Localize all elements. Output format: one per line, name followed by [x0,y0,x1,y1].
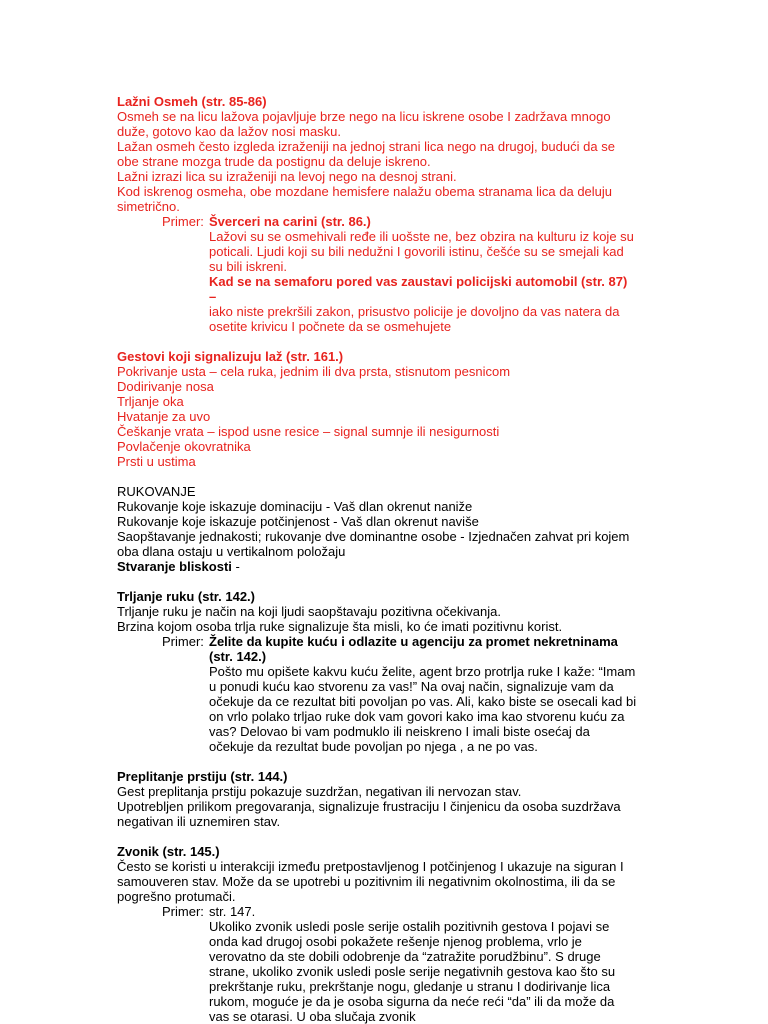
paragraph: Rukovanje koje iskazuje potčinjenost - Vaš dlan okrenut naviše [117,514,479,529]
example-label: Primer: [162,904,204,919]
section-heading-trljanje: Trljanje ruku (str. 142.) [117,589,255,604]
paragraph: Osmeh se na licu lažova pojavljuje brze nego na licu iskrene osobe I zadržava mnogo duže, gotovo kao da lažov nosi masku. [117,109,611,139]
example-label: Primer: [162,634,204,649]
list-item: Češkanje vrata – ispod usne resice – signal sumnje ili nesigurnosti [117,424,500,439]
paragraph: Kod iskrenog osmeha, obe mozdane hemisfere nalažu obema stranama lica da deluju simetrično. [117,184,613,214]
paragraph: Često se koristi u interakciji između pretpostavljenog I potčinjenog I ukazuje na siguran I samouveren stav. Može da se upotrebi u pozitivnim ili negativnim okolnostima, ili da se pogrešno protumači. [117,859,624,904]
paragraph [117,559,637,574]
example-text: Lažovi su se osmehivali ređe ili uošste ne, bez obzira na kulturu iz koje su poticali. Ljudi koji su bili nedužni I govorili istinu, češće su se smejali kad su bili iskreni. [209,229,634,274]
example-title: Kad se na semaforu pored vas zaustavi policijski automobil (str. 87) – [209,274,628,304]
example-row [117,634,637,664]
section-heading-zvonik: Zvonik (str. 145.) [117,844,220,859]
paragraph: Trljanje ruku je način na koji ljudi saopštavaju pozitivna očekivanja. [117,604,501,619]
paragraph: Gest preplitanja prstiju pokazuje suzdržan, negativan ili nervozan stav. [117,784,522,799]
list-item: Povlačenje okovratnika [117,439,251,454]
paragraph: Saopštavanje jednakosti; rukovanje dve dominantne osobe - Izjednačen zahvat pri kojem oba dlana ostaju u vertikalnom položaju [117,529,630,559]
section-heading-gestovi: Gestovi koji signalizuju laž (str. 161.) [117,349,344,364]
example-label: Primer: [162,214,204,229]
list-item: Hvatanje za uvo [117,409,211,424]
section-heading-rukovanje: RUKOVANJE [117,484,196,499]
document-body [117,94,637,1024]
paragraph: Lažan osmeh često izgleda izraženiji na jednoj strani lica nego na drugoj, budući da se obe strane mozga trude da postignu da deluje iskreno. [117,139,615,169]
bold-term: Stvaranje bliskosti [117,559,232,574]
section-heading-preplitanje: Preplitanje prstiju (str. 144.) [117,769,288,784]
example-text: Ukoliko zvonik usledi posle serije ostalih pozitivnih gestova I pojavi se onda kad drugoj osobi pokažete rešenje njenog problema, vrlo je verovatno da ste dobili odobrenje da “zatražite porudžbinu”. S druge strane, ukoliko zvonik usledi posle serije negativnih gestova kao što su prekrštanje ruku, prekrštanje nogu, gledanje u stranu I dodirivanje lica rukom, moguće je da je osoba sigurna da neće reći “da” ili da može da vas se otarasi. U oba slučaja zvonik [209,919,616,1024]
paragraph: Brzina kojom osoba trlja ruke signalizuje šta misli, ko će imati pozitivnu korist. [117,619,563,634]
list-item: Pokrivanje usta – cela ruka, jednim ili dva prsta, stisnutom pesnicom [117,364,511,379]
paragraph: Rukovanje koje iskazuje dominaciju - Vaš dlan okrenut naniže [117,499,473,514]
example-reference: str. 147. [209,904,256,919]
list-item: Prsti u ustima [117,454,196,469]
example-text: Pošto mu opišete kakvu kuću želite, agent brzo protrlja ruke I kaže: “Imam u ponudi kuću kao stvorenu za vas!” Na ovaj način, signalizuje vam da očekuje da ce rezultat biti povoljan po vas. Ali, kako biste se osecali kad bi on vrlo polako trljao ruke dok vam govori kako ima kao stvorenu kuću za vas? Delovao bi vam podmuklo ili neiskreno I imali biste osećaj da očekuje da rezultat bude povoljan po njega , a ne po vas. [209,664,637,754]
example-title: Šverceri na carini (str. 86.) [209,214,371,229]
list-item: Dodirivanje nosa [117,379,214,394]
list-item: Trljanje oka [117,394,184,409]
example-title: Želite da kupite kuću i odlazite u agenciju za promet nekretninama (str. 142.) [209,634,618,664]
section-heading-lazni-osmeh: Lažni Osmeh (str. 85-86) [117,94,267,109]
term-suffix: - [231,559,240,574]
paragraph: Lažni izrazi lica su izraženiji na levoj nego na desnoj strani. [117,169,457,184]
example-row [117,904,637,919]
example-row [117,214,637,229]
paragraph: Upotrebljen prilikom pregovaranja, signalizuje frustraciju I činjenicu da osoba suzdržava negativan ili uznemiren stav. [117,799,621,829]
example-text: iako niste prekršili zakon, prisustvo policije je dovoljno da vas natera da osetite krivicu I počnete da se osmehujete [209,304,620,334]
